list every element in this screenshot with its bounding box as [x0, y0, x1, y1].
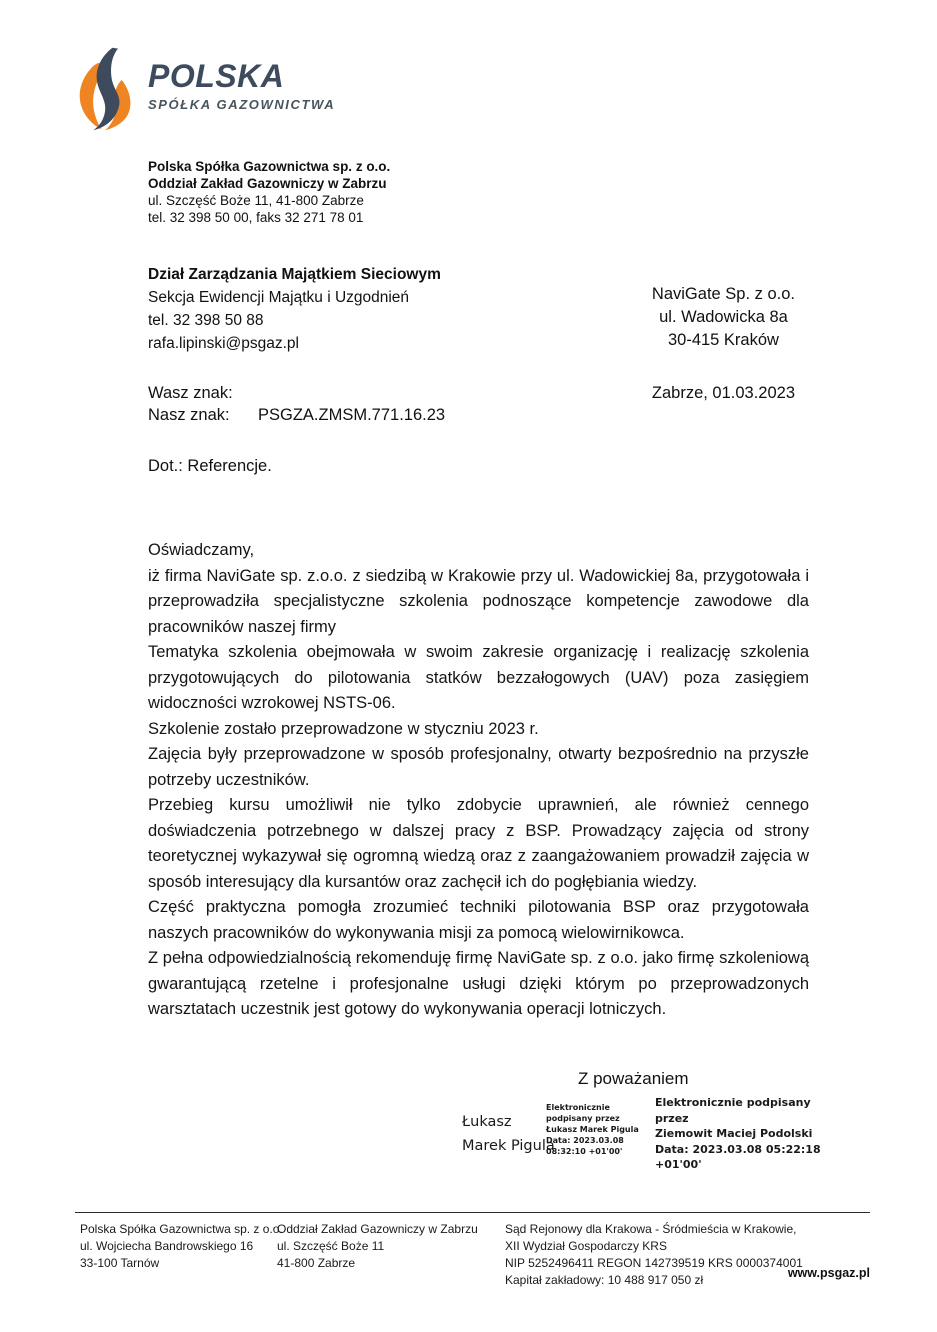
- sender-phone: tel. 32 398 50 00, faks 32 271 78 01: [148, 210, 364, 225]
- footer-line: Polska Spółka Gazownictwa sp. z o.o.: [80, 1222, 283, 1236]
- recipient-city: 30-415 Kraków: [667, 331, 779, 349]
- footer-line: Kapitał zakładowy: 10 488 917 050 zł: [505, 1273, 704, 1287]
- body-paragraph: iż firma NaviGate sp. z.o.o. z siedzibą w Krakowie przy ul. Wadowickiej 8a, przygotowała i przeprowadziła specjalistyczne szkolenia podnoszące kompetencje zawodowe dla pracowników naszej firmy: [148, 566, 809, 636]
- department-section: Sekcja Ewidencji Majątku i Uzgodnień: [148, 289, 410, 306]
- our-ref-value: PSGZA.ZMSM.771.16.23: [258, 406, 446, 424]
- footer-line: ul. Szczęść Boże 11: [277, 1239, 385, 1253]
- your-ref-label: Wasz znak:: [148, 384, 233, 402]
- department-phone: tel. 32 398 50 88: [148, 312, 264, 329]
- department-name: Dział Zarządzania Majątkiem Sieciowym: [148, 266, 441, 283]
- recipient-address-block: [652, 283, 795, 352]
- footer-divider: [75, 1212, 870, 1213]
- footer-line: NIP 5252496411 REGON 142739519 KRS 0000374001: [505, 1256, 803, 1270]
- logo-subtitle: SPÓŁKA GAZOWNICTWA: [148, 97, 336, 112]
- body-paragraph: Szkolenie zostało przeprowadzone w styczniu 2023 r.: [148, 719, 539, 738]
- our-ref-row: [148, 406, 446, 425]
- place-and-date: Zabrze, 01.03.2023: [651, 384, 795, 402]
- logo-text: [148, 46, 335, 112]
- footer-line: XII Wydział Gospodarczy KRS: [505, 1239, 667, 1253]
- sender-street: ul. Szczęść Boże 11, 41-800 Zabrze: [148, 193, 364, 208]
- sender-company: Polska Spółka Gazownictwa sp. z o.o.: [148, 159, 391, 174]
- footer-line: 41-800 Zabrze: [277, 1256, 356, 1270]
- recipient-street: ul. Wadowicka 8a: [659, 308, 788, 326]
- psg-logo: [74, 46, 335, 132]
- footer-line: Oddział Zakład Gazowniczy w Zabrzu: [277, 1222, 478, 1236]
- stamp-line: Ziemowit Maciej Podolski: [655, 1127, 813, 1140]
- footer-line: Sąd Rejonowy dla Krakowa - Śródmieścia w Krakowie,: [505, 1222, 797, 1236]
- stamp-line: Elektronicznie podpisany przez: [655, 1096, 811, 1125]
- recipient-company: NaviGate Sp. z o.o.: [651, 285, 795, 303]
- body-paragraph: Przebieg kursu umożliwił nie tylko zdobycie uprawnień, ale również cennego doświadczenia potrzebnego w dalszej pracy z BSP. Prowadzący zajęcia od strony teoretycznej wykazywał się ogromną wiedzą oraz z zaangażowaniem prowadził zajęcia w sposób interesujący dla kursantów oraz zachęcił ich do pogłębiania wiedzy.: [148, 796, 809, 891]
- letter-body: [148, 538, 809, 1023]
- our-ref-label: Nasz znak:: [148, 406, 230, 424]
- footer-website: www.psgaz.pl: [787, 1266, 870, 1280]
- body-paragraph: Tematyka szkolenia obejmowała w swoim zakresie organizację i realizację szkolenia przygotowujących do pilotowania statków bezzałogowych (UAV) poza zasięgiem widoczności wzrokowej NSTS-06.: [148, 643, 809, 712]
- sender-address-block: [148, 158, 390, 226]
- flame-icon: [74, 46, 140, 132]
- footer-column-branch: [277, 1221, 478, 1272]
- signature-left-name-line: Łukasz: [462, 1114, 512, 1130]
- signature-right-stamp: [655, 1095, 830, 1173]
- signature-left-stamp: [546, 1102, 641, 1157]
- footer-column-legal: [505, 1221, 803, 1289]
- stamp-line: Elektronicznie: [546, 1103, 610, 1112]
- body-paragraph: Zajęcia były przeprowadzone w sposób profesjonalny, otwarty bezpośrednio na przyszłe potrzeby uczestników.: [148, 745, 809, 789]
- logo-title: POLSKA: [148, 58, 285, 94]
- stamp-line: Data: 2023.03.08: [546, 1136, 624, 1145]
- valediction: Z poważaniem: [578, 1069, 689, 1088]
- sender-branch: Oddział Zakład Gazowniczy w Zabrzu: [148, 176, 387, 191]
- signature-left-name: [462, 1110, 555, 1158]
- stamp-line: 08:32:10 +01'00': [546, 1147, 623, 1156]
- subject-line: Dot.: Referencje.: [148, 457, 272, 475]
- stamp-line: Łukasz Marek Pigula: [546, 1125, 639, 1134]
- footer-line: 33-100 Tarnów: [80, 1256, 160, 1270]
- body-paragraph: Oświadczamy,: [148, 541, 255, 559]
- footer-line: ul. Wojciecha Bandrowskiego 16: [80, 1239, 254, 1253]
- signature-left-name-line: Marek Pigula: [462, 1138, 555, 1154]
- stamp-line: podpisany przez: [546, 1114, 620, 1123]
- department-block: [148, 263, 441, 355]
- stamp-line: +01'00': [655, 1158, 702, 1171]
- body-paragraph: Z pełna odpowiedzialnością rekomenduję firmę NaviGate sp. z o.o. jako firmę szkoleniową gwarantującą rzetelne i profesjonalne usługi dzięki którym po przeprowadzonych warsztatach uczestnik jest gotowy do wykonywania operacji lotniczych.: [148, 949, 809, 1018]
- body-paragraph: Część praktyczna pomogła zrozumieć techniki pilotowania BSP oraz przygotowała naszych pracowników do wykonywania misji za pomocą wielowirnikowca.: [148, 898, 809, 942]
- department-email: rafa.lipinski@psgaz.pl: [148, 335, 299, 352]
- footer-column-registered-office: [80, 1221, 283, 1272]
- stamp-line: Data: 2023.03.08 05:22:18: [655, 1142, 821, 1156]
